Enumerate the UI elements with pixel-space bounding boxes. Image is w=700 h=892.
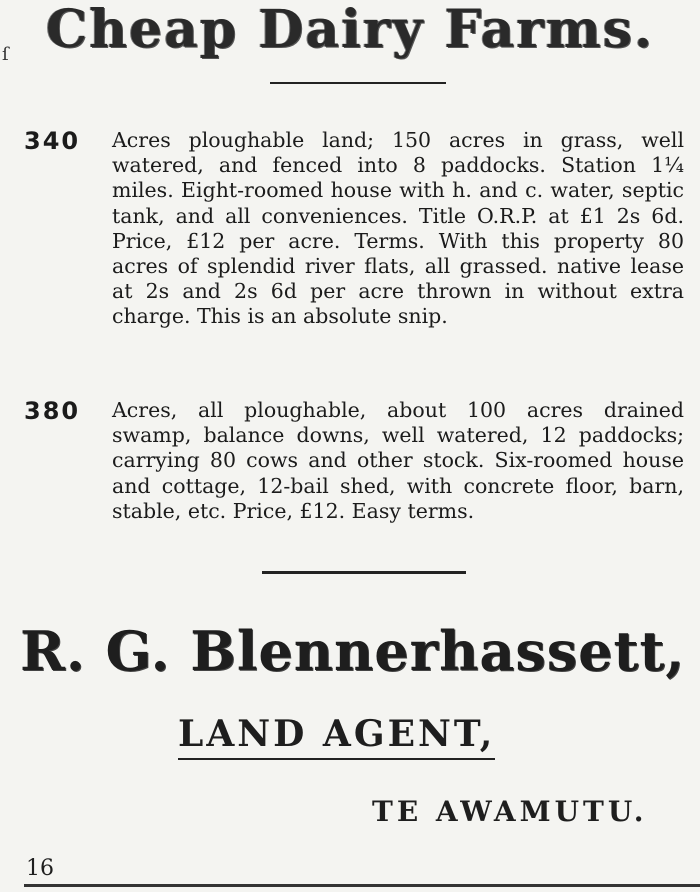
listing-description: Acres ploughable land; 150 acres in grass, well watered, and fenced into 8 paddocks. Station 1¼ miles. Eight-roomed house with h. and c. water, septic tank, and all conveniences. Title O.R.P. at £1 2s 6d. Price, £12 per acre. Terms. With this property 80 acres of splendid river flats, all grassed. native lease at 2s and 2s 6d per acre thrown in without extra charge. This is an absolute snip. <box>112 128 684 329</box>
headline: Cheap Dairy Farms. <box>45 0 655 60</box>
margin-mark: ſ <box>2 44 9 65</box>
footer-rule <box>24 884 700 887</box>
listing-description: Acres, all ploughable, about 100 acres drained swamp, balance downs, well watered, 12 paddocks; carrying 80 cows and other stock. Six-roomed house and cottage, 12-bail shed, with concrete floor, barn, stable, etc. Price, £12. Easy terms. <box>112 398 684 523</box>
agent-town: TE AWAMUTU. <box>372 795 648 828</box>
page-number: 16 <box>26 856 54 881</box>
headline-divider <box>270 82 446 84</box>
listing-number: 340 <box>24 127 81 155</box>
listing-340 <box>24 128 684 330</box>
listing-380 <box>24 398 684 524</box>
listing-number: 380 <box>24 397 81 425</box>
section-divider <box>262 571 466 574</box>
agent-name: R. G. Blennerhassett, <box>20 619 686 683</box>
agent-title: LAND AGENT, <box>178 712 495 760</box>
